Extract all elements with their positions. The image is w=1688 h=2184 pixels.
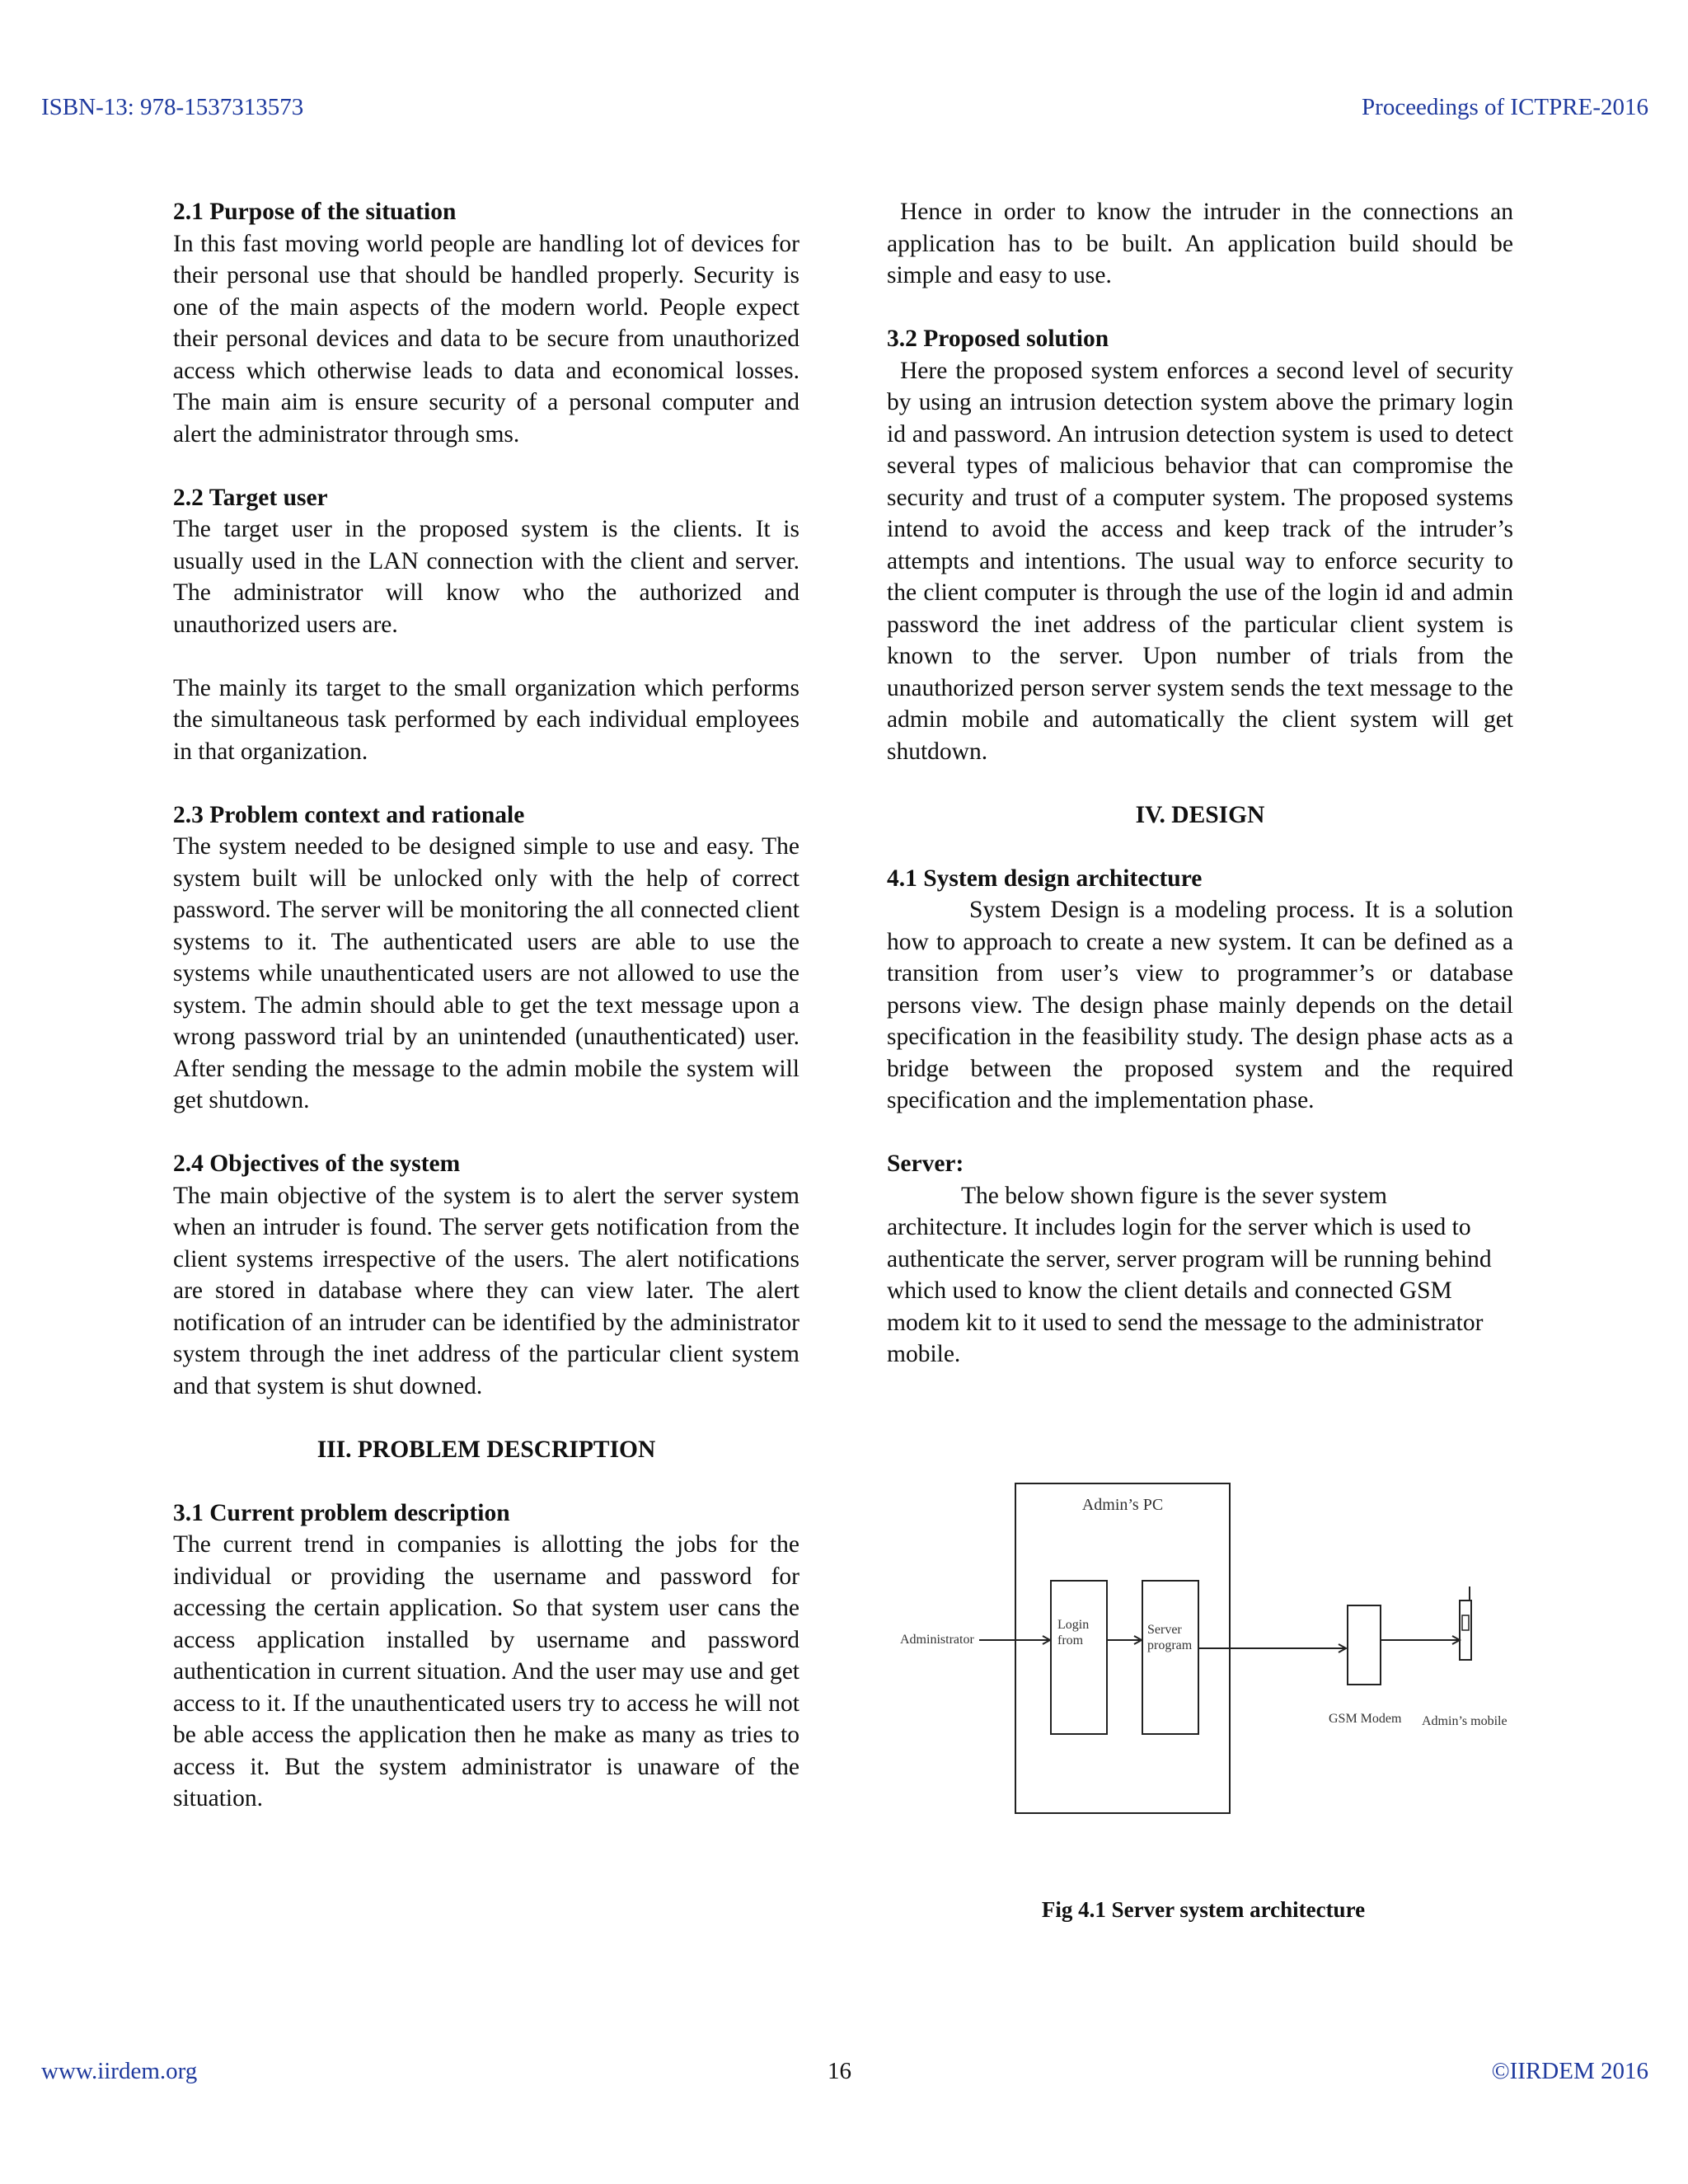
login-form-box [1051,1581,1107,1734]
section-3-1-text: The current trend in companies is allotting the jobs for the individual or providing the username and password for accessing the certain application. So that system user cans the access application installed by username and password authentication in current situation. And the user may use and get access to it. If the unauthenticated users try to access he will not be able access the application then he make as many as tries to access it. But the system administrator is unaware of the situation. [173,1531,799,1811]
section-2-1-title: 2.1 Purpose of the situation [173,199,457,225]
section-2-4-title: 2.4 Objectives of the system [173,1151,461,1177]
isbn-header: ISBN-13: 978-1537313573 [41,94,304,120]
section-3-heading: III. PROBLEM DESCRIPTION [316,1436,656,1463]
section-3-2-text: Here the proposed system enforces a second level of security by using an intrusion detection system above the primary login id and password. An intrusion detection system is used to detect several types of malicious behavior that can compromise the security and trust of a computer system. The proposed systems intend to avoid the access and keep track of the intruder’s attempts and intentions. The usual way to enforce security to the client computer is through the use of the login id and admin password the inet address of the particular client system is known to the server. Upon number of trials from the unauthorized person server system sends the text message to the admin mobile and automatically the client system will get shutdown. [887,357,1513,765]
section-4-1-title: 4.1 System design architecture [887,865,1203,892]
intro-text: Hence in order to know the intruder in the connections an application has to be built. An application build should be simple and easy to use. [887,199,1513,288]
gsm-modem-label: GSM Modem [1329,1712,1402,1726]
mobile-phone-icon [1460,1586,1471,1660]
server-title: Server: [887,1151,964,1177]
section-2-1-text: In this fast moving world people are handling lot of devices for their personal use that should be handled properly. Security is one of the main aspects of the modern world. People expect their personal devices and data to be secure from unauthorized access which otherwise leads to data and economical losses. The main aim is ensure security of a personal computer and alert the administrator through sms. [173,230,799,448]
server-program-box [1142,1581,1198,1734]
footer-copyright: ©IIRDEM 2016 [1491,2058,1648,2084]
server-label-line2: program [1147,1638,1193,1652]
section-3-2-title: 3.2 Proposed solution [887,326,1109,352]
section-2-3-title: 2.3 Problem context and rationale [173,801,525,828]
proceedings-header: Proceedings of ICTPRE-2016 [1362,94,1648,120]
left-column [173,196,799,1815]
admins-pc-label: Admin’s PC [1081,1496,1164,1514]
admins-mobile-label: Admin’s mobile [1422,1714,1507,1728]
section-2-2-text-1: The target user in the proposed system is the clients. It is usually used in the LAN connection with the client and server. The administrator will know who the authorized and unauthorized users are. [173,516,799,638]
server-architecture-figure [882,1475,1525,1937]
section-2-2-text-2: The mainly its target to the small organization which performs the simultaneous task performed by each individual employees in that organization. [173,674,799,765]
administrator-label: Administrator [900,1633,974,1647]
section-2-4-text: The main objective of the system is to alert the server system when an intruder is found. The server gets notification from the client systems irrespective of the users. The alert notifications are stored in database where they can view later. The alert notification of an intruder can be identified by the administrator system through the inet address of the particular client system and that system is shut downed. [173,1182,799,1399]
section-4-heading: IV. DESIGN [1135,801,1265,828]
footer-page-number: 16 [828,2058,851,2084]
section-4-1-text: System Design is a modeling process. It is a solution how to approach to create a new system. It can be defined as a transition from user’s view to programmer’s or database persons view. The design phase mainly depends on the detail specification in the feasibility study. The design phase acts as a bridge between the proposed system and the required specification and the implementation phase. [887,897,1513,1113]
gsm-modem-box [1348,1605,1381,1685]
right-column [887,196,1513,1371]
section-2-2-title: 2.2 Target user [173,484,328,511]
server-architecture-diagram [882,1475,1525,1887]
login-label-line2: from [1057,1633,1084,1647]
figure-caption: Fig 4.1 Server system architecture [1041,1897,1366,1922]
server-label-line1: Server [1147,1623,1182,1637]
footer-website: www.iirdem.org [41,2058,198,2084]
section-3-1-title: 3.1 Current problem description [173,1499,510,1526]
login-label-line1: Login [1057,1618,1090,1632]
server-text: The below shown figure is the sever system architecture. It includes login for the server which is used to authenticate the server, server program will be running behind which used to know the client details and connected GSM modem kit to it used to send the message to the administrator mobile. [887,1182,1492,1367]
section-2-3-text: The system needed to be designed simple to use and easy. The system built will be unlocked only with the help of correct password. The server will be monitoring the all connected client systems to it. The authenticated users are able to use the systems while unauthenticated users are not allowed to use the system. The admin should able to get the text message upon a wrong password trial by an unintended (unauthenticated) user. After sending the message to the admin mobile the system will get shutdown. [173,833,799,1113]
